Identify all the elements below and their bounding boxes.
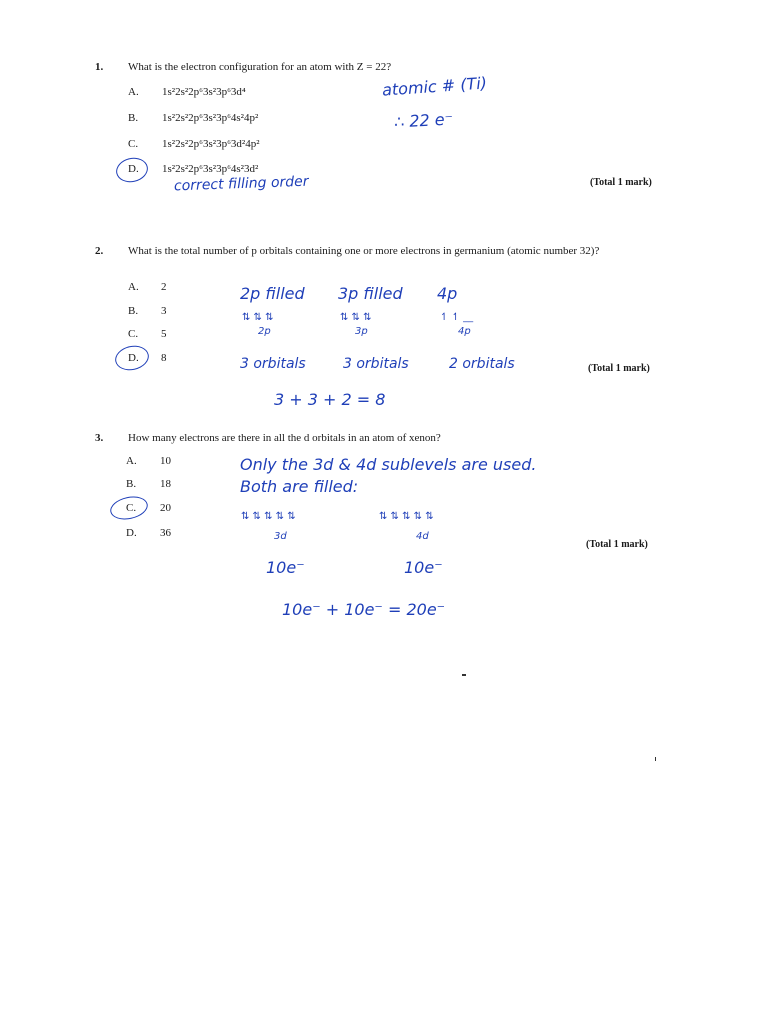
scan-speck <box>462 674 466 676</box>
q2-option-a-letter: A. <box>128 281 139 293</box>
scan-speck <box>655 757 656 761</box>
q1-option-b-letter: B. <box>128 112 139 124</box>
question-2-number: 2. <box>95 245 104 257</box>
question-3-text: How many electrons are there in all the d orbitals in an atom of xenon? <box>128 432 441 444</box>
q1-option-a-letter: A. <box>128 86 139 98</box>
q3-answer-circle <box>108 493 150 522</box>
q2-annotation-3p-filled: 3p filled <box>338 284 403 303</box>
q2-count-2p: 3 orbitals <box>240 356 306 372</box>
question-2-text: What is the total number of p orbitals containing one or more electrons in germanium (atomic number 32)? <box>128 245 600 257</box>
q2-orbitals-3p: ⇅ ⇅ ⇅ <box>340 312 372 323</box>
q2-orbitals-4p: ↿ ↿ __ <box>440 312 474 323</box>
q2-annotation-sum: 3 + 3 + 2 = 8 <box>274 390 386 409</box>
q3-annotation-line1: Only the 3d & 4d sublevels are used. <box>240 455 537 474</box>
q2-option-c-letter: C. <box>128 328 139 340</box>
q1-total-mark: (Total 1 mark) <box>590 177 652 188</box>
q2-option-d-text: 8 <box>161 352 167 364</box>
q2-label-4p: 4p <box>458 326 471 337</box>
q3-orbitals-3d: ⇅ ⇅ ⇅ ⇅ ⇅ <box>241 511 296 522</box>
q1-option-a-text: 1s²2s²2p⁶3s²3p⁶3d⁴ <box>162 86 246 98</box>
q2-answer-circle <box>113 343 151 374</box>
question-1-text: What is the electron configuration for an atom with Z = 22? <box>128 61 392 73</box>
question-3-number: 3. <box>95 432 104 444</box>
q1-annotation-atomic: atomic # (Ti) <box>381 73 488 100</box>
q2-count-4p: 2 orbitals <box>449 356 515 372</box>
q2-annotation-4p: 4p <box>437 284 458 303</box>
q1-option-c-text: 1s²2s²2p⁶3s²3p⁶3d²4p² <box>162 138 260 150</box>
q3-electrons-3d: 10e⁻ <box>266 558 305 577</box>
q1-option-b-text: 1s²2s²2p⁶3s²3p⁶4s²4p² <box>162 112 259 124</box>
q2-option-a-text: 2 <box>161 281 167 293</box>
q3-electrons-4d: 10e⁻ <box>404 558 443 577</box>
q3-annotation-sum: 10e⁻ + 10e⁻ = 20e⁻ <box>282 600 446 619</box>
q3-option-a-text: 10 <box>160 455 171 467</box>
q2-total-mark: (Total 1 mark) <box>588 363 650 374</box>
q3-option-b-letter: B. <box>126 478 137 490</box>
q3-option-d-letter: D. <box>126 527 137 539</box>
q2-label-2p: 2p <box>258 326 271 337</box>
q1-answer-circle <box>114 155 150 185</box>
q1-annotation-note: correct filling order <box>173 173 309 195</box>
q3-option-d-text: 36 <box>160 527 171 539</box>
question-1-number: 1. <box>95 61 104 73</box>
q2-label-3p: 3p <box>355 326 368 337</box>
q3-label-4d: 4d <box>416 531 429 542</box>
q3-annotation-line2: Both are filled: <box>240 477 359 496</box>
q2-count-3p: 3 orbitals <box>343 356 409 372</box>
q1-option-c-letter: C. <box>128 138 139 150</box>
q1-option-d-text: 1s²2s²2p⁶3s²3p⁶4s²3d² <box>162 163 259 175</box>
q2-option-d-letter: D. <box>128 352 139 364</box>
q3-label-3d: 3d <box>274 531 287 542</box>
q3-total-mark: (Total 1 mark) <box>586 539 648 550</box>
q2-option-c-text: 5 <box>161 328 167 340</box>
q2-orbitals-2p: ⇅ ⇅ ⇅ <box>242 312 274 323</box>
q3-option-c-text: 20 <box>160 502 171 514</box>
q3-option-c-letter: C. <box>126 502 137 514</box>
q3-option-b-text: 18 <box>160 478 171 490</box>
q2-annotation-2p-filled: 2p filled <box>240 284 305 303</box>
q2-option-b-letter: B. <box>128 305 139 317</box>
q3-orbitals-4d: ⇅ ⇅ ⇅ ⇅ ⇅ <box>379 511 434 522</box>
q2-option-b-text: 3 <box>161 305 167 317</box>
q1-option-d-letter: D. <box>128 163 139 175</box>
q1-annotation-electrons: ∴ 22 e⁻ <box>393 109 454 132</box>
q3-option-a-letter: A. <box>126 455 137 467</box>
